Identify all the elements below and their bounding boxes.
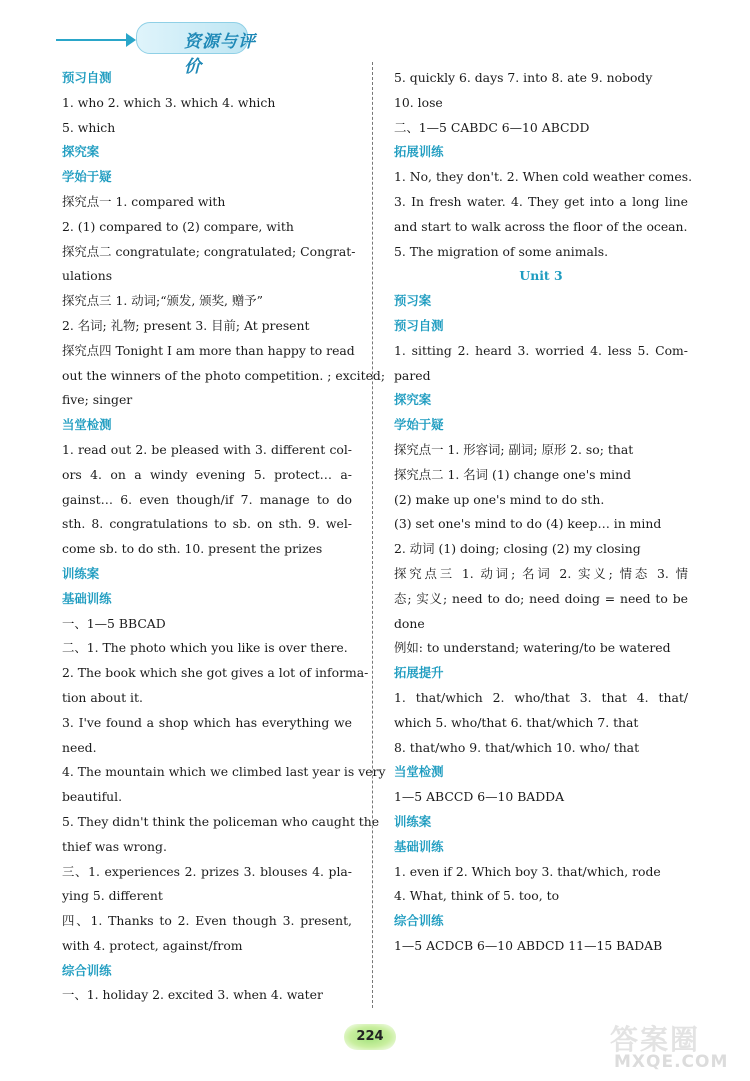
text-line: 态; 实义; need to do; need doing = need to be <box>394 590 688 606</box>
left-column <box>62 66 386 1008</box>
text-line: beautiful. <box>62 789 123 805</box>
text-line: 1—5 ACDCB 6—10 ABDCD 11—15 BADAB <box>394 937 663 953</box>
text-line: ying 5. different <box>62 888 163 904</box>
page-number: 224 <box>344 1024 396 1050</box>
text-line: 1. read out 2. be pleased with 3. different col- <box>62 441 352 457</box>
column-divider <box>372 62 373 1008</box>
header-title: 资源与评价 <box>184 32 256 77</box>
text-line: 5. which <box>62 119 116 135</box>
text-line: 8. that/who 9. that/which 10. who/ that <box>394 739 640 755</box>
header-banner <box>56 20 256 77</box>
text-line: done <box>394 615 425 631</box>
text-line: 探究点一 1. 形容词; 副词; 原形 2. so; that <box>394 441 634 457</box>
section-heading: 预习案 <box>394 293 432 309</box>
text-line: 3. In fresh water. 4. They get into a long line <box>394 193 688 209</box>
text-line: 探究点一 1. compared with <box>62 193 226 209</box>
text-line: 4. What, think of 5. too, to <box>394 888 560 904</box>
text-line: 四、1. Thanks to 2. Even though 3. present, <box>62 913 352 929</box>
text-line: 2. The book which she got gives a lot of informa- <box>62 665 369 681</box>
text-line: 一、1. holiday 2. excited 3. when 4. water <box>62 987 323 1003</box>
arrow-icon <box>126 33 136 47</box>
text-line: 3. I've found a shop which has everything we <box>62 714 352 730</box>
text-line: 1. sitting 2. heard 3. worried 4. less 5. Com- <box>394 342 688 358</box>
section-heading: 当堂检测 <box>62 417 112 433</box>
text-line: 5. The migration of some animals. <box>394 243 609 259</box>
text-line: gainst… 6. even though/if 7. manage to do <box>62 491 352 507</box>
section-heading: 探究案 <box>62 144 100 160</box>
section-heading: 学始于疑 <box>62 169 112 185</box>
text-line: (2) make up one's mind to do sth. <box>394 491 605 507</box>
section-heading: 训练案 <box>62 565 100 581</box>
text-line: 一、1—5 BBCAD <box>62 615 166 631</box>
text-line: 1—5 ABCCD 6—10 BADDA <box>394 789 565 805</box>
right-column <box>394 66 693 959</box>
text-line: 探究点二 1. 名词 (1) change one's mind <box>394 466 632 482</box>
text-line: 10. lose <box>394 94 443 110</box>
text-line: ors 4. on a windy evening 5. protect… a- <box>62 466 352 482</box>
text-line: 1. No, they don't. 2. When cold weather comes. <box>394 169 693 185</box>
text-line: 1. even if 2. Which boy 3. that/which, rode <box>394 863 661 879</box>
text-line: 2. (1) compared to (2) compare, with <box>62 218 294 234</box>
section-heading: 学始于疑 <box>394 417 444 433</box>
section-heading: 综合训练 <box>394 913 444 929</box>
section-heading: 预习自测 <box>394 317 444 333</box>
text-line: and start to walk across the floor of the ocean. <box>394 218 688 234</box>
text-line: come sb. to do sth. 10. present the prizes <box>62 541 323 557</box>
text-line: (3) set one's mind to do (4) keep… in mind <box>394 516 662 532</box>
text-line: sth. 8. congratulations to sb. on sth. 9. wel- <box>62 516 352 532</box>
text-line: 探究点三 1. 动词; 名词 2. 实义; 情态 3. 情 <box>394 565 688 581</box>
text-line: 2. 名词; 礼物; present 3. 目前; At present <box>62 317 310 333</box>
text-line: out the winners of the photo competition. ; excited; <box>62 367 386 383</box>
section-heading: 预习自测 <box>62 70 112 85</box>
text-line: five; singer <box>62 392 133 408</box>
section-heading: 训练案 <box>394 813 432 829</box>
text-line: pared <box>394 367 431 383</box>
section-heading: 基础训练 <box>394 838 444 854</box>
text-line: 探究点四 Tonight I am more than happy to read <box>62 342 355 358</box>
section-heading: 探究案 <box>394 392 432 408</box>
text-line: 探究点三 1. 动词;“颁发, 颁奖, 赠予” <box>62 293 263 309</box>
section-heading: 拓展训练 <box>394 144 444 160</box>
unit-title: Unit 3 <box>519 268 563 284</box>
text-line: 三、1. experiences 2. prizes 3. blouses 4. pla- <box>62 863 352 879</box>
text-line: tion about it. <box>62 689 143 705</box>
text-line: ulations <box>62 268 113 284</box>
text-line: 例如: to understand; watering/to be watered <box>394 640 671 656</box>
text-line: 二、1—5 CABDC 6—10 ABCDD <box>394 119 590 135</box>
text-line: 二、1. The photo which you like is over there. <box>62 640 348 656</box>
text-line: with 4. protect, against/from <box>62 937 243 953</box>
text-line: thief was wrong. <box>62 838 167 854</box>
section-heading: 基础训练 <box>62 590 112 606</box>
text-line: which 5. who/that 6. that/which 7. that <box>394 714 639 730</box>
text-line: need. <box>62 739 97 755</box>
section-heading: 综合训练 <box>62 962 112 978</box>
text-line: 2. 动词 (1) doing; closing (2) my closing <box>394 541 641 557</box>
text-line: 5. They didn't think the policeman who caught the <box>62 813 380 829</box>
header-line <box>56 39 128 41</box>
watermark-logo <box>600 1018 740 1074</box>
text-line: 探究点二 congratulate; congratulated; Congrat- <box>62 243 356 259</box>
watermark-line2: MXQE.COM <box>614 1052 729 1072</box>
watermark-line1: 答案圈 <box>610 1023 701 1056</box>
section-heading: 当堂检测 <box>394 764 444 780</box>
text-line: 1. who 2. which 3. which 4. which <box>62 94 276 110</box>
section-heading: 拓展提升 <box>394 665 444 681</box>
text-line: 4. The mountain which we climbed last year is very <box>62 764 386 780</box>
text-line: 5. quickly 6. days 7. into 8. ate 9. nobody <box>394 70 653 85</box>
text-line: 1. that/which 2. who/that 3. that 4. that/ <box>394 689 688 705</box>
